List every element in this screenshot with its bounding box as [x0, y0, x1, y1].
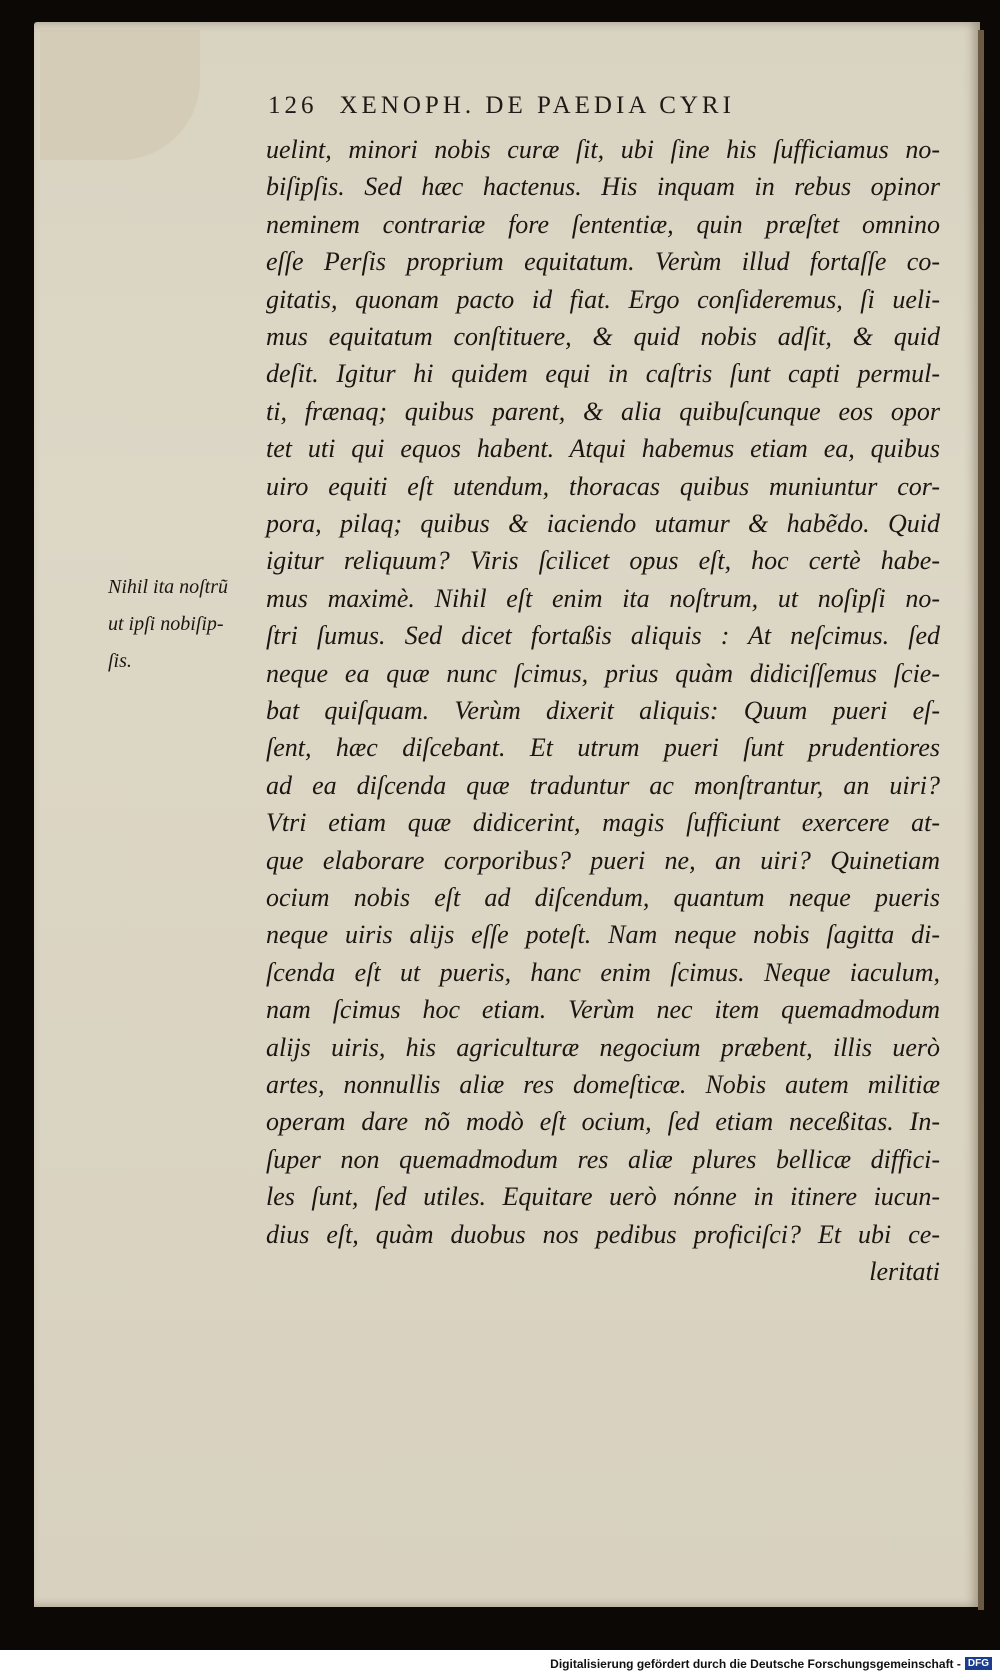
text-line: Vtri etiam quæ didicerint, magis ſufficiunt exercere at-	[266, 808, 940, 838]
text-line: nam ſcimus hoc etiam. Verùm nec item quemadmodum	[266, 995, 940, 1025]
text-line: ſtri ſumus. Sed dicet fortaßis aliquis : At neſcimus. ſed	[266, 621, 940, 651]
text-line: ſcenda eſt ut pueris, hanc enim ſcimus. Neque iaculum,	[266, 957, 940, 987]
running-header	[268, 92, 873, 120]
text-line: que elaborare corporibus? pueri ne, an uiri? Quinetiam	[266, 845, 940, 875]
margin-note-line: ut ipſi nobiſip-	[108, 613, 224, 635]
text-line: ſuper non quemadmodum res aliæ plures bellicæ diffici-	[266, 1144, 940, 1174]
page-edge	[978, 30, 984, 1610]
text-line: ti, frænaq; quibus parent, & alia quibuſcunque eos opor	[266, 396, 940, 426]
text-line: uiro equiti eſt utendum, thoracas quibus muniuntur cor-	[266, 471, 940, 501]
text-line: mus equitatum conſtituere, & quid nobis adſit, & quid	[266, 322, 940, 351]
text-line: artes, nonnullis aliæ res domeſticæ. Nobis autem militiæ	[266, 1070, 940, 1099]
text-line: uelint, minori nobis curæ ſit, ubi ſine his ſufficiamus no-	[266, 135, 940, 164]
text-line: deſit. Igitur hi quidem equi in caſtris ſunt capti permul-	[266, 359, 940, 389]
text-line: mus maximè. Nihil eſt enim ita noſtrum, ut noſipſi no-	[266, 583, 940, 613]
text-line: leritati	[869, 1257, 940, 1286]
margin-note-line: ſis.	[108, 650, 132, 672]
text-line: les ſunt, ſed utiles. Equitare uerò nónne in itinere iucun-	[266, 1182, 940, 1212]
text-line: neque uiris alijs eſſe poteſt. Nam neque nobis ſagitta di-	[266, 920, 940, 950]
margin-note-line: Nihil ita noſtrũ	[108, 576, 229, 598]
text-line: ocium nobis eſt ad diſcendum, quantum neque pueris	[266, 883, 940, 912]
text-line: tet uti qui equos habent. Atqui habemus etiam ea, quibus	[266, 434, 940, 464]
text-line: eſſe Perſis proprium equitatum. Verùm illud fortaſſe co-	[266, 247, 940, 277]
page-number: 126	[268, 92, 318, 119]
running-title: XENOPH. DE PAEDIA CYRI	[339, 92, 735, 119]
text-line: gitatis, quonam pacto id fiat. Ergo conſideremus, ſi ueli-	[266, 284, 940, 314]
text-line: ſent, hæc diſcebant. Et utrum pueri ſunt prudentiores	[266, 733, 940, 763]
dfg-logo: DFG	[965, 1657, 992, 1670]
text-line: dius eſt, quàm duobus nos pedibus proficiſci? Et ubi ce-	[266, 1219, 940, 1249]
text-line: ad ea diſcenda quæ traduntur ac monſtrantur, an uiri?	[266, 770, 940, 800]
text-line: igitur reliquum? Viris ſcilicet opus eſt, hoc certè habe-	[266, 546, 940, 576]
text-line: bat quiſquam. Verùm dixerit aliquis: Quum pueri eſ-	[266, 696, 940, 725]
footer	[550, 1650, 992, 1677]
text-line: neque ea quæ nunc ſcimus, prius quàm didiciſſemus ſcie-	[266, 658, 940, 688]
text-line: operam dare nõ modò eſt ocium, ſed etiam neceßitas. In-	[266, 1107, 940, 1137]
text-line: neminem contrariæ fore ſententiæ, quin præſtet omnino	[266, 209, 940, 239]
text-line: pora, pilaq; quibus & iaciendo utamur & habẽdo. Quid	[266, 509, 940, 538]
text-line: biſipſis. Sed hæc hactenus. His inquam in rebus opinor	[266, 172, 940, 202]
text-line: alijs uiris, his agriculturæ negocium præbent, illis uerò	[266, 1032, 940, 1062]
footer-credit: Digitalisierung gefördert durch die Deutsche Forschungsgemeinschaft -	[550, 1656, 961, 1671]
